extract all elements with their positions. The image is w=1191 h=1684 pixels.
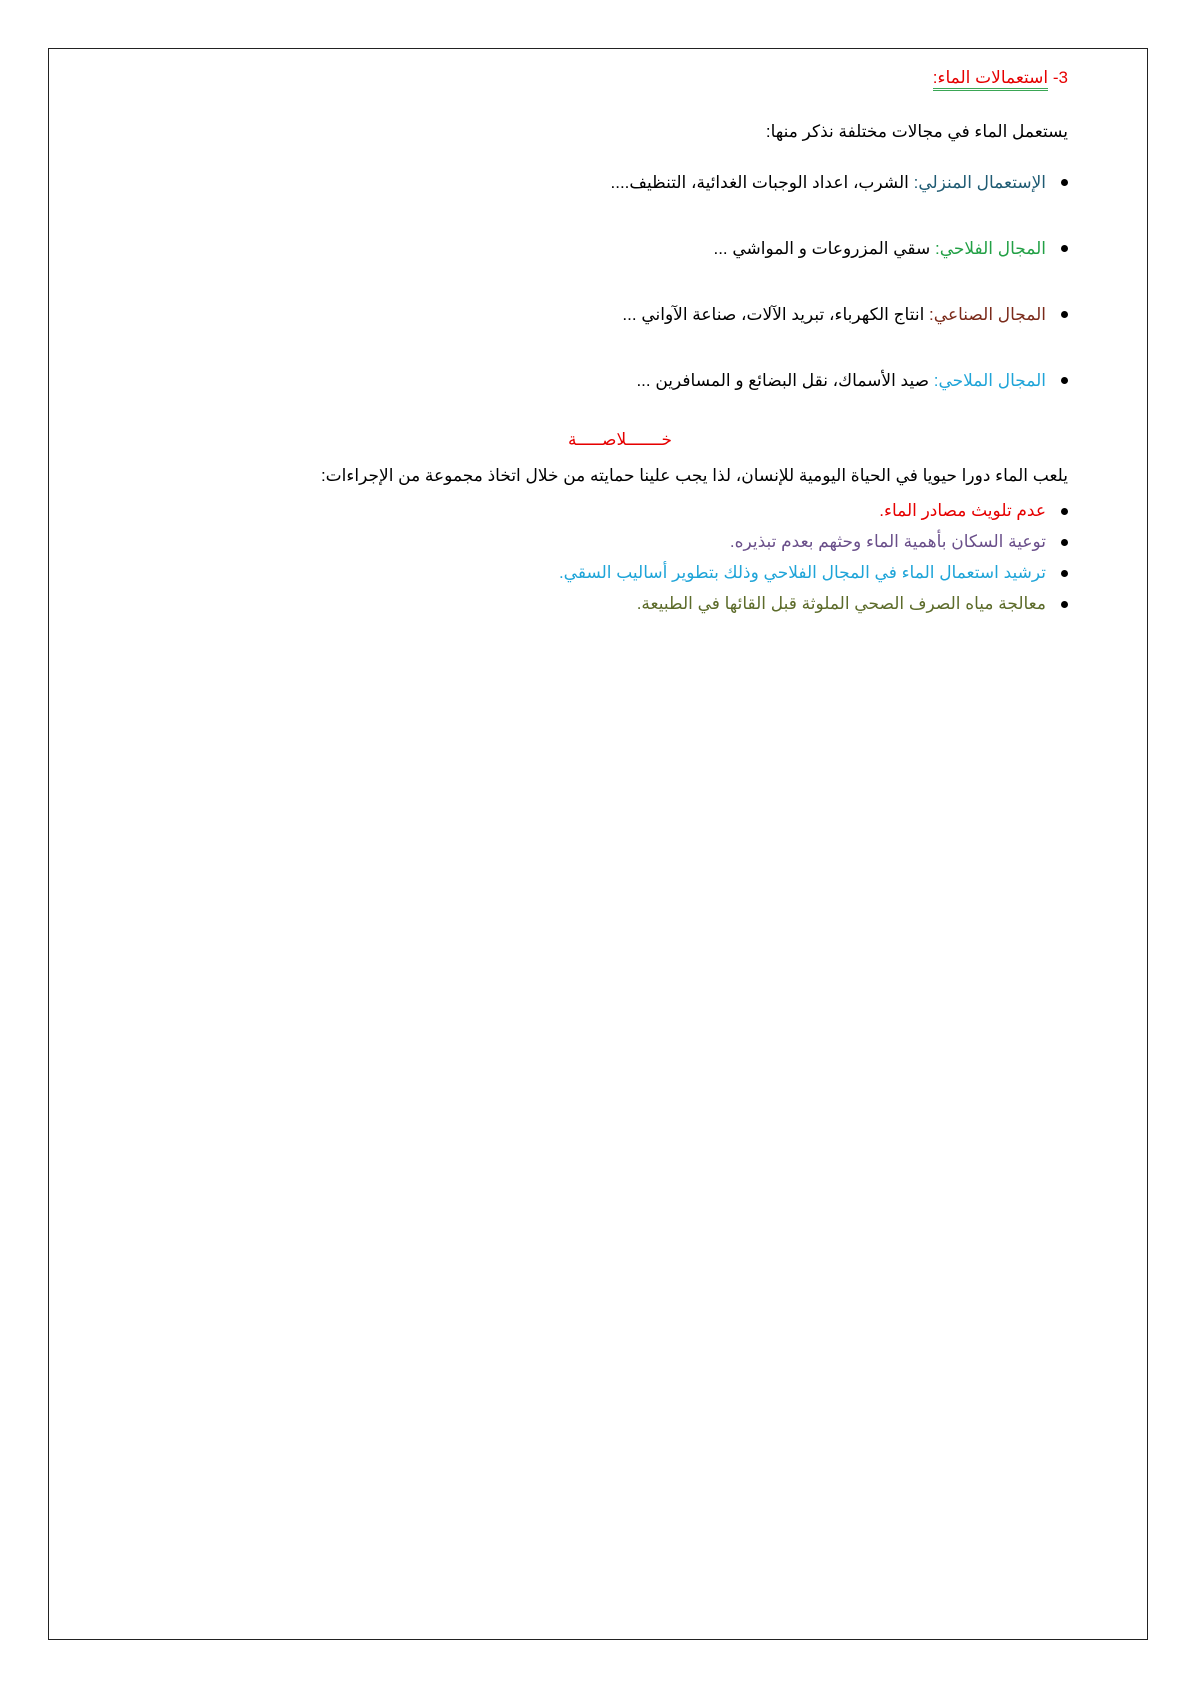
bullet-icon <box>1061 539 1068 546</box>
summary-paragraph: يلعب الماء دورا حيويا في الحياة اليومية للإنسان، لذا يجب علينا حمايته من خلال اتخاذ مجموعة من الإجراءات: <box>320 466 1068 485</box>
list-item <box>110 562 1068 593</box>
measure-text: توعية السكان بأهمية الماء وحثهم بعدم تبذيره. <box>729 532 1046 551</box>
list-item <box>110 593 1068 624</box>
section-title-text: استعمالات الماء: <box>933 68 1048 91</box>
list-item <box>110 500 1068 531</box>
domain-text: الشرب، اعداد الوجبات الغدائية، التنظيف.... <box>610 173 914 192</box>
domain-text: صيد الأسماك، نقل البضائع و المسافرين ... <box>636 371 934 390</box>
bullet-icon <box>1061 508 1068 515</box>
domain-text: انتاج الكهرباء، تبريد الآلات، صناعة الآواني ... <box>622 305 930 324</box>
domain-label: المجال الصناعي: <box>929 305 1046 324</box>
section-title <box>110 68 1068 88</box>
list-item <box>110 304 1068 370</box>
bullet-icon <box>1061 311 1068 318</box>
domains-list <box>110 172 1068 436</box>
domain-label: الإستعمال المنزلي: <box>913 173 1046 192</box>
list-item <box>110 370 1068 436</box>
list-item <box>110 172 1068 238</box>
measure-text: ترشيد استعمال الماء في المجال الفلاحي وذلك بتطوير أساليب السقي. <box>558 563 1046 582</box>
intro-paragraph: يستعمل الماء في مجالات مختلفة نذكر منها: <box>765 122 1068 141</box>
list-item <box>110 238 1068 304</box>
bullet-icon <box>1061 179 1068 186</box>
domain-label: المجال الفلاحي: <box>934 239 1046 258</box>
section-number: 3- <box>1052 68 1068 87</box>
list-item <box>110 531 1068 562</box>
bullet-icon <box>1061 570 1068 577</box>
bullet-icon <box>1061 601 1068 608</box>
measure-text: عدم تلويث مصادر الماء. <box>879 501 1046 520</box>
bullet-icon <box>1061 377 1068 384</box>
summary-heading: خـــــــلاصـــــة <box>568 430 672 449</box>
measure-text: معالجة مياه الصرف الصحي الملوثة قبل القائها في الطبيعة. <box>636 594 1046 613</box>
domain-text: سقي المزروعات و المواشي ... <box>713 239 935 258</box>
bullet-icon <box>1061 245 1068 252</box>
domain-label: المجال الملاحي: <box>933 371 1046 390</box>
measures-list <box>110 500 1068 624</box>
